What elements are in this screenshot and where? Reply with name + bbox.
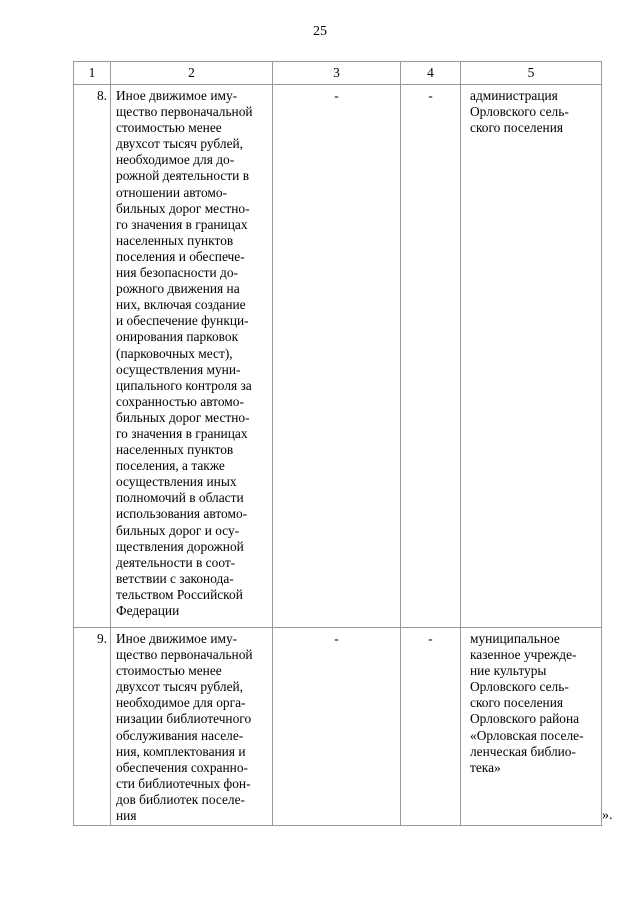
column-header-4: 4	[401, 62, 461, 85]
column-header-5: 5	[461, 62, 602, 85]
table-row	[74, 628, 602, 826]
property-description: Иное движимое иму- щество первоначальной стоимостью менее двухсот тысяч рублей, необходимое для орга- низации библиотечного обслуживания населе- ния, комплектования и обеспечения сохранно- сти библиотечных фон- дов библиотек поселе- ния	[111, 628, 273, 826]
property-table	[73, 61, 602, 826]
cell-col3: -	[273, 85, 401, 628]
property-description: Иное движимое иму- щество первоначальной стоимостью менее двухсот тысяч рублей, необходимое для до- рожной деятельности в отношении автомо- бильных дорог местно- го значения в границах населенных пунктов поселения и обеспече- ния безопасности до- рожного движения на них, включая создание и обеспечение функци- онирования парковок (парковочных мест), осуществления муни- ципального контроля за сохранностью автомо- бильных дорог местно- го значения в границах населенных пунктов поселения, а также осуществления иных полномочий в области использования автомо- бильных дорог и осу- ществления дорожной деятельности в соот- ветствии с законода- тельством Российской Федерации	[111, 85, 273, 628]
property-holder: муниципальное казенное учрежде- ние культуры Орловского сель- ского поселения Орловского района «Орловская поселе- ленческая библио- тека»	[461, 628, 602, 826]
property-holder: администрация Орловского сель- ского поселения	[461, 85, 602, 628]
table-header-row	[74, 62, 602, 85]
column-header-3: 3	[273, 62, 401, 85]
column-header-2: 2	[111, 62, 273, 85]
cell-col4: -	[401, 628, 461, 826]
closing-quote: ».	[602, 808, 613, 823]
page-number: 25	[313, 24, 327, 39]
cell-col4: -	[401, 85, 461, 628]
row-number: 8.	[74, 85, 111, 628]
row-number: 9.	[74, 628, 111, 826]
table-row	[74, 85, 602, 628]
column-header-1: 1	[74, 62, 111, 85]
cell-col3: -	[273, 628, 401, 826]
